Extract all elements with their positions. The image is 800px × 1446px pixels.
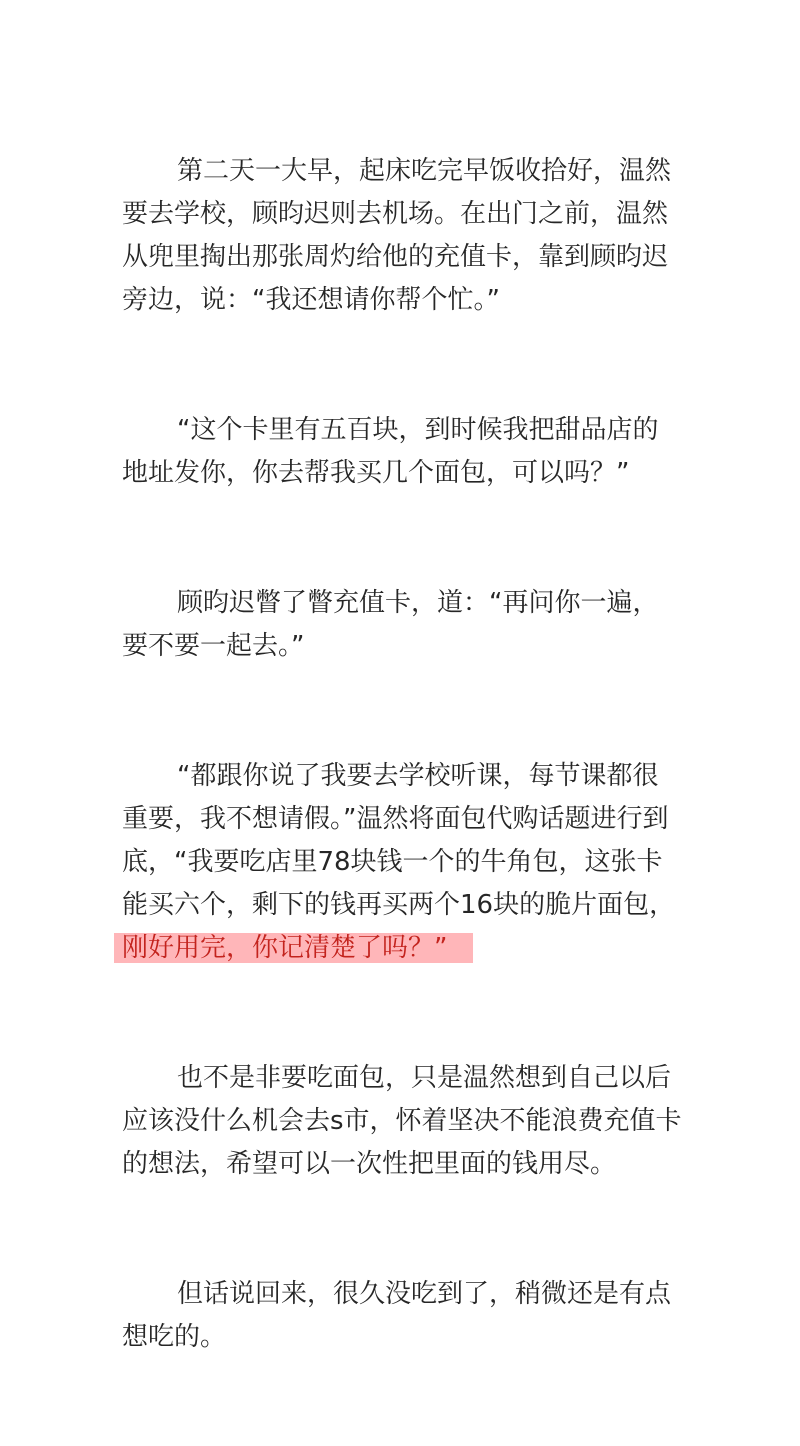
text-line: 的想法，希望可以一次性把里面的钱用尽。 [122, 1149, 617, 1179]
text-line: 从兜里掏出那张周灼给他的充值卡，靠到顾昀迟 [122, 242, 669, 272]
paragraph-1 [122, 150, 692, 322]
text-line: 重要，我不想请假。”温然将面包代购话题进行到 [122, 804, 669, 834]
highlighted-line-wrapper [122, 927, 692, 970]
text-line: 顾昀迟瞥了瞥充值卡，道：“再问你一遍， [177, 588, 659, 618]
paragraph-6 [122, 1273, 692, 1359]
text-line: 但话说回来，很久没吃到了，稍微还是有点 [177, 1279, 672, 1309]
paragraph-4 [122, 755, 692, 970]
text-line: 能买六个，剩下的钱再买两个16块的脆片面包， [122, 890, 676, 920]
text-line: 地址发你，你去帮我买几个面包，可以吗？” [122, 458, 630, 488]
highlighted-text: 刚好用完，你记清楚了吗？” [114, 933, 473, 963]
text-line: 要不要一起去。” [122, 631, 305, 661]
text-line: 旁边，说：“我还想请你帮个忙。” [122, 285, 500, 315]
paragraph-2 [122, 409, 692, 495]
text-line: 应该没什么机会去s市，怀着坚决不能浪费充值卡 [122, 1106, 682, 1136]
article-body [122, 150, 692, 1446]
paragraph-5 [122, 1057, 692, 1186]
text-line: 要去学校，顾昀迟则去机场。在出门之前，温然 [122, 199, 669, 229]
text-line: 第二天一大早，起床吃完早饭收拾好，温然 [177, 156, 672, 186]
text-line: “这个卡里有五百块，到时候我把甜品店的 [177, 415, 659, 445]
text-line: “都跟你说了我要去学校听课，每节课都很 [177, 761, 659, 791]
text-line: 底，“我要吃店里78块钱一个的牛角包，这张卡 [122, 847, 663, 877]
text-line: 也不是非要吃面包，只是温然想到自己以后 [177, 1063, 672, 1093]
paragraph-3 [122, 582, 692, 668]
text-line: 想吃的。 [122, 1322, 227, 1352]
